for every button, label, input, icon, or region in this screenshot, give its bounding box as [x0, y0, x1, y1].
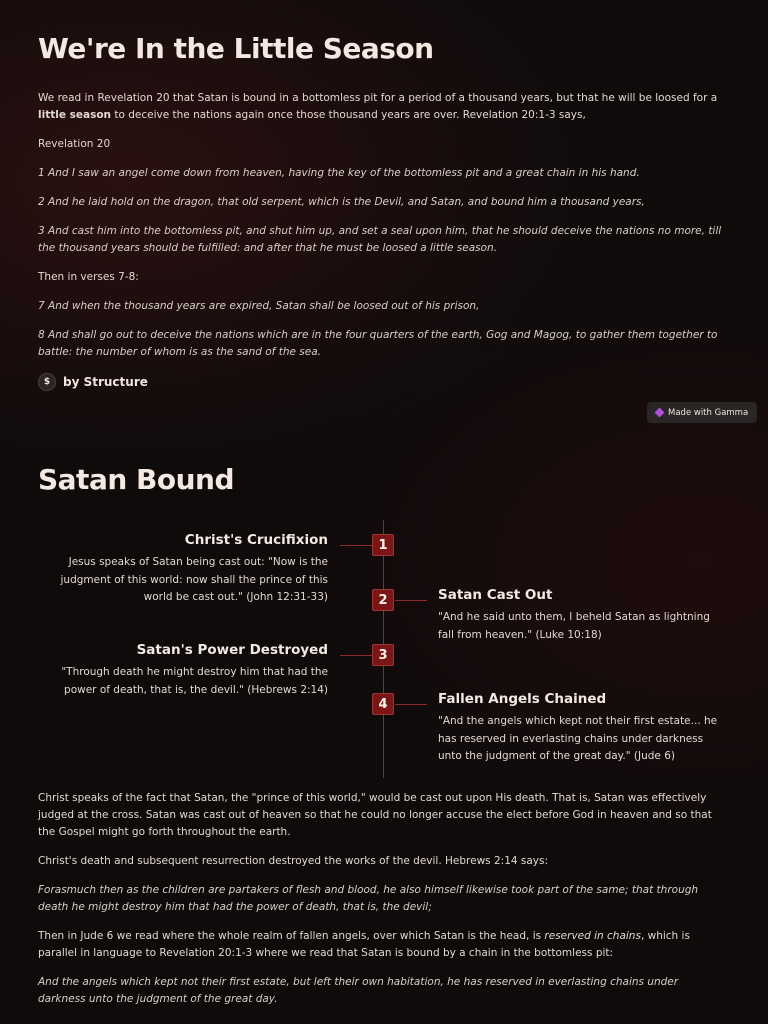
intro-text-bold: little season [38, 109, 112, 121]
timeline-number-4: 4 [372, 693, 394, 715]
timeline-item-text: "And he said unto them, I beheld Satan as lightning fall from heaven." (Luke 10:18) [438, 611, 710, 641]
verse-2: 2 And he laid hold on the dragon, that old serpent, which is the Devil, and Satan, and bound him a thousand years, [38, 196, 645, 208]
jude-text-italic: reserved in chains [544, 930, 641, 942]
intro-paragraph [38, 90, 728, 124]
page-title: We're In the Little Season [38, 32, 434, 65]
timeline-item-text: "And the angels which kept not their first estate... he has reserved in everlasting chains under darkness unto the judgment of the great day." (Jude 6) [438, 715, 718, 762]
timeline-item-text: Jesus speaks of Satan being cast out: "Now is the judgment of this world: now shall the prince of this world be cast out." (John 12:31-33) [60, 556, 328, 603]
section2-body [38, 790, 728, 1020]
section-title-satan-bound: Satan Bound [38, 463, 235, 496]
timeline-item-3 [38, 642, 328, 699]
jude-text-start: Then in Jude 6 we read where the whole realm of fallen angels, over which Satan is the head, is [38, 930, 545, 942]
timeline-item-4 [438, 691, 728, 766]
timeline-number-2: 2 [372, 589, 394, 611]
verse-1: 1 And I saw an angel come down from heaven, having the key of the bottomless pit and a great chain in his hand. [38, 167, 640, 179]
intro-text-start: We read in Revelation 20 that Satan is bound in a bottomless pit for a period of a thousand years, but that he will be loosed for a [38, 92, 718, 104]
timeline-item-text: "Through death he might destroy him that had the power of death, that is, the devil." (Hebrews 2:14) [61, 666, 328, 696]
timeline-item-title: Fallen Angels Chained [438, 691, 607, 707]
made-with-gamma-button[interactable] [647, 402, 757, 423]
timeline-number-3: 3 [372, 644, 394, 666]
structure-logo-icon: $ [38, 373, 56, 391]
timeline-item-title: Satan Cast Out [438, 587, 553, 603]
gamma-badge-label: Made with Gamma [668, 407, 749, 418]
timeline-connector [340, 545, 372, 546]
section1-body [38, 90, 728, 391]
verse-7: 7 And when the thousand years are expired, Satan shall be loosed out of his prison, [38, 300, 480, 312]
timeline-item-title: Christ's Crucifixion [184, 532, 328, 548]
quote-hebrews: Forasmuch then as the children are partakers of flesh and blood, he also himself likewise took part of the same; that through death he might destroy him that had the power of death, that is, the devil; [38, 884, 699, 913]
verses-intro: Then in verses 7-8: [38, 271, 139, 283]
timeline-connector [395, 704, 427, 705]
jude-text-end: , which is parallel in language to Revelation 20:1-3 where we read that Satan is bound by a chain in the bottomless pit: [38, 930, 690, 959]
verse-3: 3 And cast him into the bottomless pit, and shut him up, and set a seal upon him, that he should deceive the nations no more, till the thousand years should be fulfilled: and after that he must be loosed a little season. [38, 225, 722, 254]
paragraph-jude [38, 928, 728, 962]
scripture-reference: Revelation 20 [38, 138, 111, 150]
gamma-logo-icon [655, 408, 665, 418]
timeline-item-2 [438, 587, 728, 644]
timeline-connector [395, 600, 427, 601]
quote-jude: And the angels which kept not their first estate, but left their own habitation, he has reserved in everlasting chains under darkness unto the judgment of the great day. [38, 976, 679, 1005]
intro-text-end: to deceive the nations again once those thousand years are over. Revelation 20:1-3 says, [111, 109, 586, 121]
paragraph-resurrection: Christ's death and subsequent resurrection destroyed the works of the devil. Hebrews 2:14 says: [38, 855, 549, 867]
timeline-number-1: 1 [372, 534, 394, 556]
byline-text: by Structure [63, 375, 148, 389]
byline[interactable] [38, 373, 728, 391]
timeline-item-title: Satan's Power Destroyed [136, 642, 328, 658]
paragraph-cast-out: Christ speaks of the fact that Satan, the "prince of this world," would be cast out upon His death. That is, Satan was effectively judged at the cross. Satan was cast out of heaven so that he could no longer accuse the elect before God in heaven and so that the Gospel might go forth throughout the earth. [38, 792, 712, 838]
timeline-connector [340, 655, 372, 656]
verse-8: 8 And shall go out to deceive the nations which are in the four quarters of the earth, Gog and Magog, to gather them together to battle: the number of whom is as the sand of the sea. [38, 329, 718, 358]
timeline-item-1 [38, 532, 328, 607]
